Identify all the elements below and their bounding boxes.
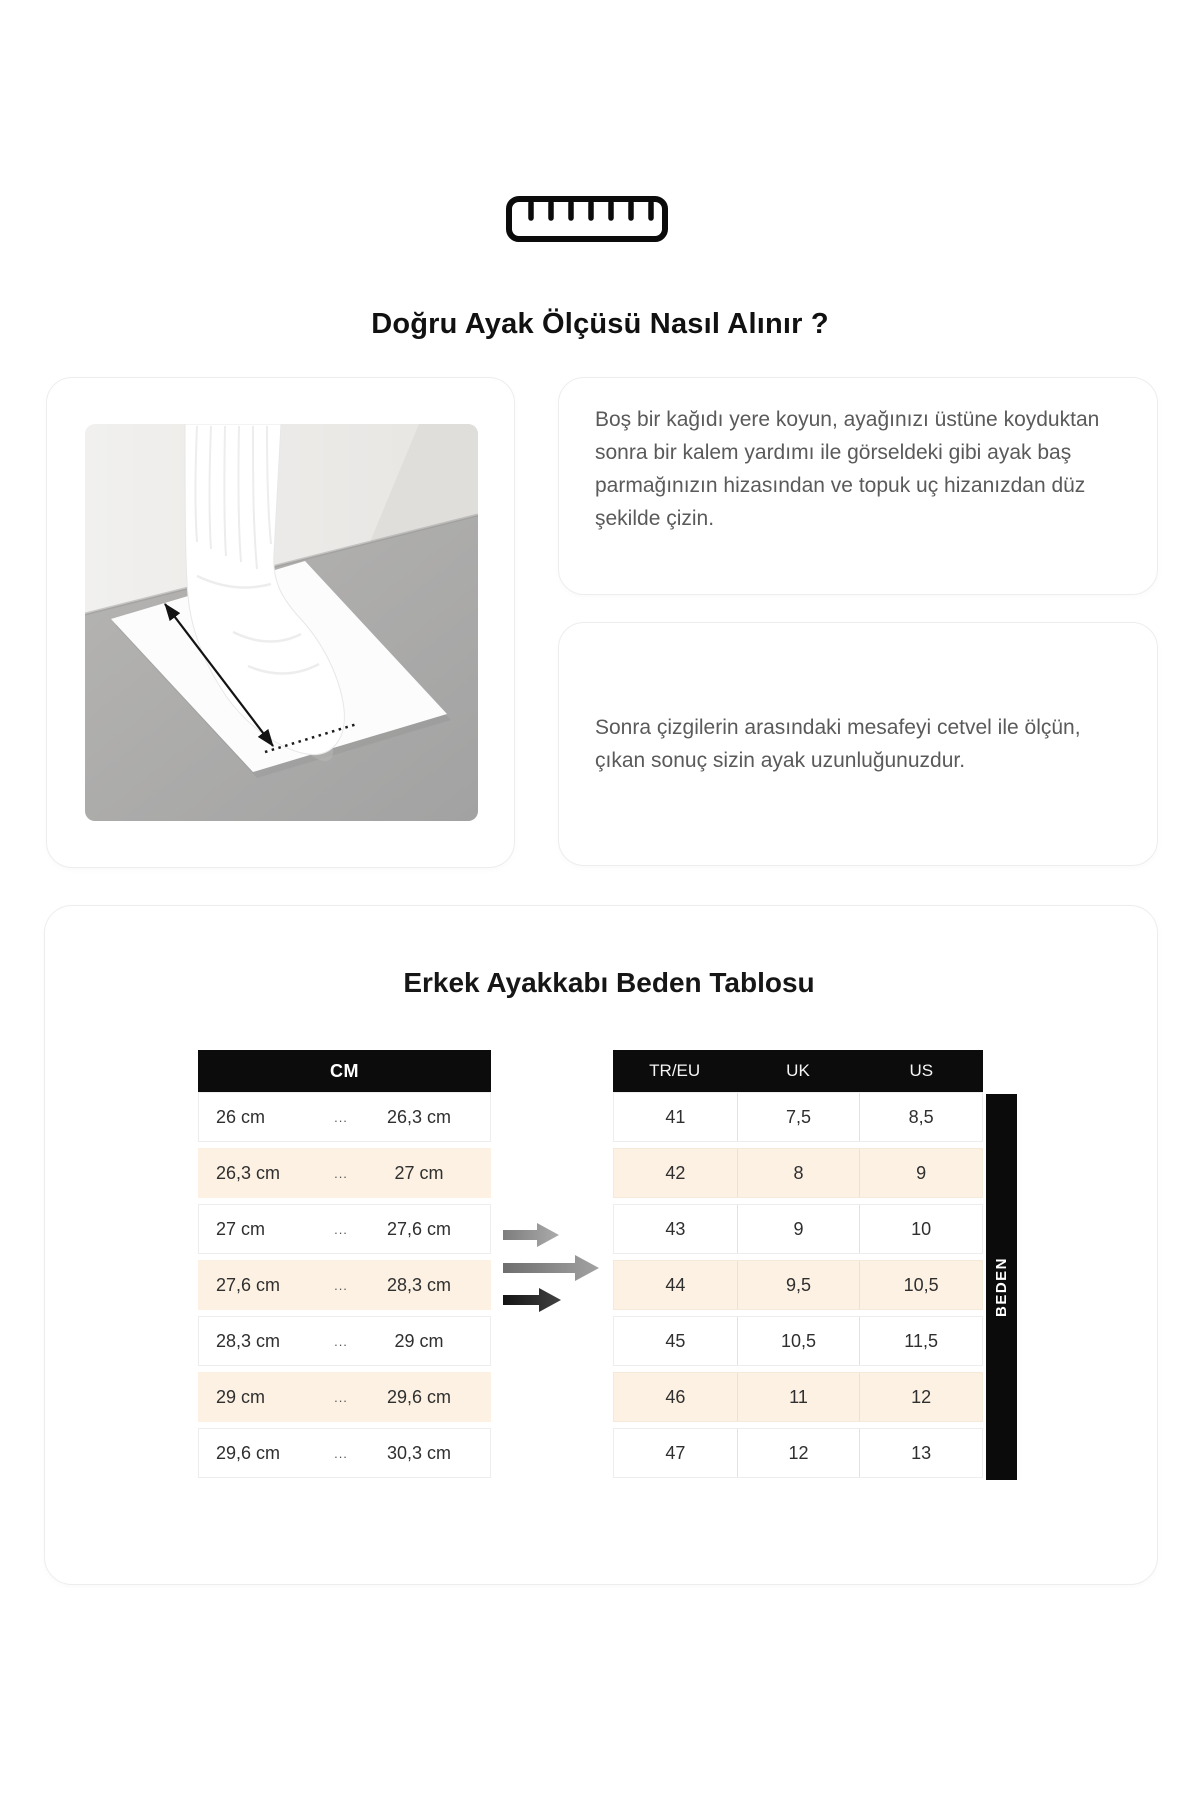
uk-value: 9,5 — [737, 1261, 860, 1309]
cm-to-value: 29 cm — [394, 1330, 444, 1351]
uk-value: 10,5 — [737, 1317, 860, 1365]
instruction-card-measure — [558, 622, 1158, 866]
uk-value: 7,5 — [737, 1093, 860, 1141]
ruler-icon — [506, 196, 668, 242]
cm-from-value: 27,6 cm — [216, 1274, 281, 1295]
size-table-row — [613, 1428, 983, 1478]
tr-eu-value: 42 — [665, 1162, 686, 1183]
cm-to-value: 28,3 cm — [386, 1274, 452, 1295]
cm-to-value: 29,6 cm — [386, 1386, 452, 1407]
cm-from-value: 29 cm — [216, 1386, 266, 1407]
us-value: 10 — [859, 1205, 982, 1253]
foot-measurement-photo — [85, 424, 478, 821]
uk-header: UK — [786, 1061, 810, 1080]
cm-table-row — [198, 1260, 491, 1310]
size-table-row — [613, 1316, 983, 1366]
cm-to-value: 30,3 cm — [386, 1442, 452, 1463]
range-dots: ... — [334, 1333, 348, 1349]
cm-table-row — [198, 1148, 491, 1198]
size-table-title: Erkek Ayakkabı Beden Tablosu — [403, 967, 815, 999]
tr-eu-value: 43 — [665, 1218, 686, 1239]
us-value: 12 — [859, 1373, 982, 1421]
page-title: Doğru Ayak Ölçüsü Nasıl Alınır ? — [371, 308, 829, 341]
uk-value: 12 — [737, 1429, 860, 1477]
size-table-header-row — [613, 1050, 983, 1092]
beden-label-text: BEDEN — [993, 1256, 1010, 1317]
cm-table-row — [198, 1372, 491, 1422]
tr-eu-value: 47 — [665, 1442, 686, 1463]
us-value: 11,5 — [859, 1317, 982, 1365]
cm-from-value: 29,6 cm — [216, 1442, 281, 1463]
tr-eu-value: 45 — [665, 1330, 686, 1351]
foot-measurement-photo-card — [46, 377, 515, 868]
cm-from-value: 27 cm — [216, 1218, 266, 1239]
cm-from-value: 26,3 cm — [216, 1162, 281, 1183]
uk-value: 8 — [737, 1149, 860, 1197]
cm-table-row — [198, 1428, 491, 1478]
size-table-row — [613, 1092, 983, 1142]
cm-from-value: 28,3 cm — [216, 1330, 281, 1351]
size-table-row — [613, 1260, 983, 1310]
instruction-text-measure: Sonra çizgilerin arasındaki mesafeyi cetvel ile ölçün, çıkan sonuç sizin ayak uzunluğunuzdur. — [595, 716, 1081, 772]
size-table-row — [613, 1372, 983, 1422]
cm-table-row — [198, 1204, 491, 1254]
size-table-row — [613, 1204, 983, 1254]
size-conversion-table — [613, 1050, 983, 1484]
foot-on-paper-illustration — [85, 424, 478, 821]
cm-table — [198, 1050, 491, 1484]
cm-to-value: 27,6 cm — [386, 1218, 452, 1239]
tr-eu-value: 46 — [665, 1386, 686, 1407]
cm-table-header: CM — [198, 1050, 491, 1092]
tr-eu-value: 44 — [665, 1274, 686, 1295]
beden-side-label — [986, 1094, 1017, 1480]
cm-table-row — [198, 1092, 491, 1142]
instruction-card-draw — [558, 377, 1158, 595]
tr-eu-value: 41 — [665, 1106, 686, 1127]
cm-from-value: 26 cm — [216, 1106, 266, 1127]
cm-to-value: 27 cm — [394, 1162, 444, 1183]
us-header: US — [909, 1061, 934, 1080]
tr-eu-header: TR/EU — [649, 1061, 701, 1080]
range-dots: ... — [334, 1109, 348, 1125]
cm-to-value: 26,3 cm — [386, 1106, 452, 1127]
uk-value: 11 — [737, 1373, 860, 1421]
us-value: 13 — [859, 1429, 982, 1477]
arrows-right-icon — [503, 1222, 603, 1314]
size-table-row — [613, 1148, 983, 1198]
us-value: 9 — [859, 1149, 982, 1197]
us-value: 10,5 — [859, 1261, 982, 1309]
us-value: 8,5 — [859, 1093, 982, 1141]
range-dots: ... — [334, 1277, 348, 1293]
cm-table-row — [198, 1316, 491, 1366]
instruction-text-draw: Boş bir kağıdı yere koyun, ayağınızı üstüne koyduktan sonra bir kalem yardımı ile görseldeki gibi ayak baş parmağınızın hizasından ve topuk uç hizanızdan düz şekilde çizin. — [595, 408, 1100, 530]
range-dots: ... — [334, 1389, 348, 1405]
uk-value: 9 — [737, 1205, 860, 1253]
range-dots: ... — [334, 1165, 348, 1181]
range-dots: ... — [334, 1445, 348, 1461]
range-dots: ... — [334, 1221, 348, 1237]
